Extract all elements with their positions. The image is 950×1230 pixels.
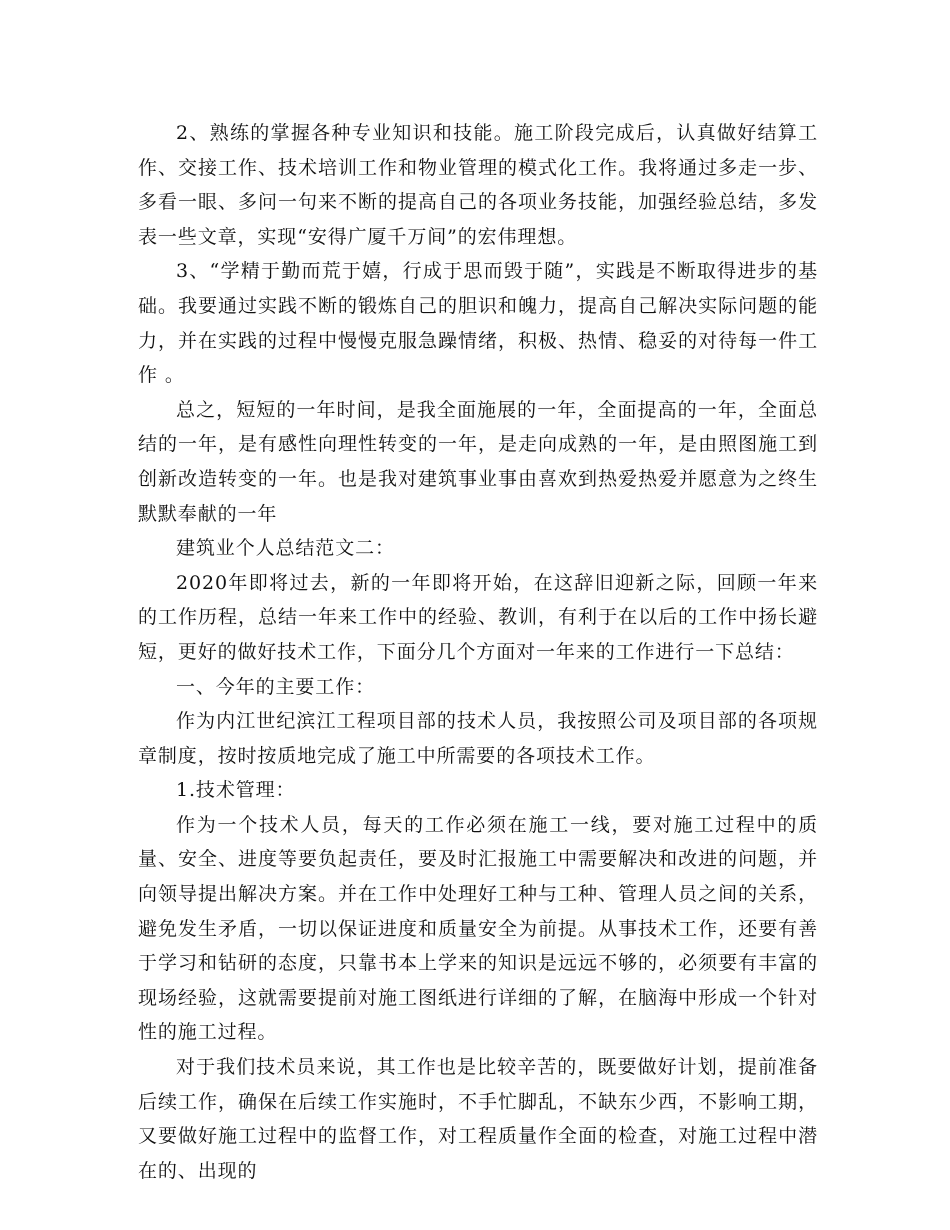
subheading-technical-management: 1.技术管理：	[176, 779, 296, 802]
paragraph-role-description: 作为内江世纪滨江工程项目部的技术人员，我按照公司及项目部的各项规章制度，按时按质地完成了施工中所需要的各项技术工作。	[138, 710, 818, 767]
section-heading-main-work: 一、今年的主要工作：	[176, 675, 376, 698]
paragraph-item-3-practice: 3、“学精于勤而荒于嬉，行成于思而毁于随”，实践是不断取得进步的基础。我要通过实践不断的锻炼自己的胆识和魄力，提高自己解决实际问题的能力，并在实践的过程中慢慢克服急躁情绪，积极、热情、稳妥的对待每一件工作 。	[138, 260, 818, 387]
paragraph-item-2-skills: 2、熟练的掌握各种专业知识和技能。施工阶段完成后，认真做好结算工作、交接工作、技术培训工作和物业管理的模式化工作。我将通过多走一步、多看一眼、多问一句来不断的提高自己的各项业务技能，加强经验总结，多发表一些文章，实现“安得广厦千万间”的宏伟理想。	[138, 122, 818, 248]
section-heading-sample-two: 建筑业个人总结范文二：	[176, 537, 395, 560]
paragraph-summary: 总之，短短的一年时间，是我全面施展的一年，全面提高的一年，全面总结的一年，是有感性向理性转变的一年，是走向成熟的一年，是由照图施工到创新改造转变的一年。也是我对建筑事业事由喜欢到热爱热爱并愿意为之终生默默奉献的一年	[138, 398, 818, 525]
paragraph-technical-responsibilities: 作为一个技术人员，每天的工作必须在施工一线，要对施工过程中的质量、安全、进度等要负起责任，要及时汇报施工中需要解决和改进的问题，并向领导提出解决方案。并在工作中处理好工种与工种、管理人员之间的关系，避免发生矛盾，一切以保证进度和质量安全为前提。从事技术工作，还要有善于学习和钻研的态度，只靠书本上学来的知识是远远不够的，必须要有丰富的现场经验，这就需要提前对施工图纸进行详细的了解，在脑海中形成一个针对性的施工过程。	[138, 813, 818, 1044]
document-body	[138, 116, 818, 1188]
paragraph-intro-2020: 2020年即将过去，新的一年即将开始，在这辞旧迎新之际，回顾一年来的工作历程，总结一年来工作中的经验、教训，有利于在以后的工作中扬长避短，更好的做好技术工作，下面分几个方面对一年来的工作进行一下总结：	[138, 571, 818, 663]
paragraph-technician-work: 对于我们技术员来说，其工作也是比较辛苦的，既要做好计划，提前准备后续工作，确保在后续工作实施时，不手忙脚乱，不缺东少西，不影响工期，又要做好施工过程中的监督工作，对工程质量作全面的检查，对施工过程中潜在的、出现的	[138, 1056, 818, 1182]
